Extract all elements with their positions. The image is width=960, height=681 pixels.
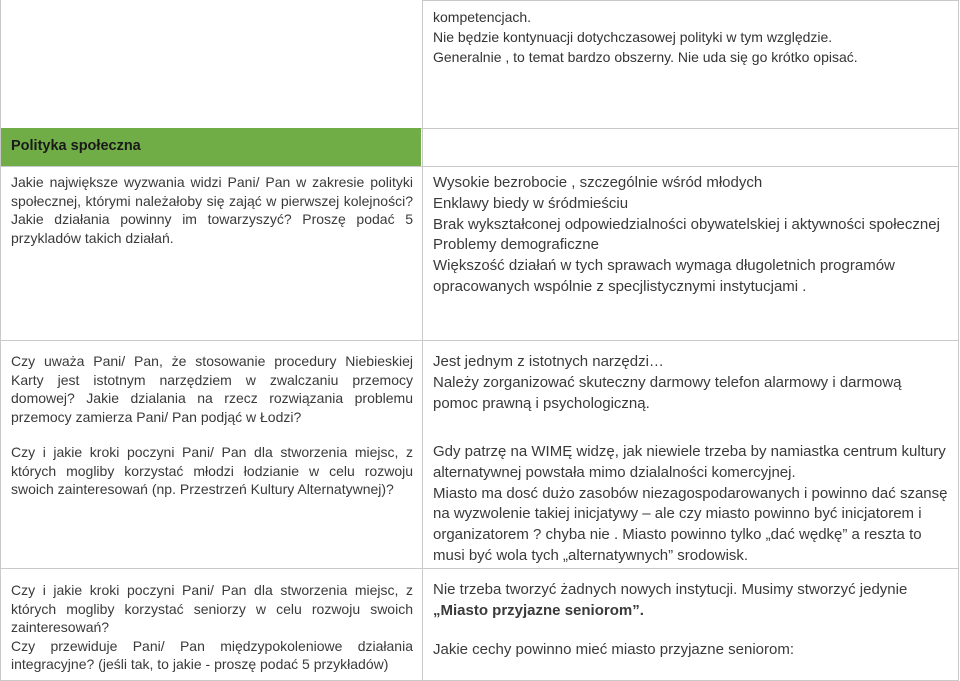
section-header-label: Polityka społeczna bbox=[11, 138, 141, 154]
question-cell bbox=[11, 352, 413, 426]
question-text: Czy i jakie kroki poczyni Pani/ Pan dla stworzenia miejsc, z których mogliby korzystać seniorzy w celu rozwoju swoich zainteresowań? bbox=[11, 582, 413, 635]
continuation-line: Nie będzie kontynuacji dotychczasowej polityki w tym względzie. bbox=[433, 29, 833, 45]
answer-cell bbox=[433, 352, 948, 414]
question-cell bbox=[11, 443, 413, 499]
answer-line: Jakie cechy powinno mieć miasto przyjazne seniorom: bbox=[433, 640, 794, 658]
answer-line: Problemy demograficzne bbox=[433, 236, 599, 254]
continuation-line: Generalnie , to temat bardzo obszerny. Nie uda się go krótko opisać. bbox=[433, 49, 858, 65]
answer-line: Należy zorganizować skuteczny darmowy telefon alarmowy i darmową pomoc prawną i psychologiczną. bbox=[433, 373, 902, 412]
answer-cell bbox=[433, 580, 948, 660]
answer-line: Większość działań w tych sprawach wymaga długoletnich programów opracowanych wspólnie z specjlistycznymi instytucjami . bbox=[433, 257, 895, 295]
question-cell bbox=[11, 173, 413, 247]
question-text: Czy i jakie kroki poczyni Pani/ Pan dla stworzenia miejsc, z których mogliby korzystać młodzi łodzianie w celu rozwoju swoich zainteresowań (np. Przestrzeń Kultury Alternatywnej)? bbox=[11, 444, 413, 497]
answer-line: Miasto ma dosć dużo zasobów niezagospodarowanych i powinno dać szansę na wyzwolenie takiej inicjatywy – ale czy miasto powinno być inicjatorem i organizatorem ? chyba nie . Miasto powinno tylko „dać wędkę” a reszta to musi być wola tych „alternatywnych” srodowisk. bbox=[433, 484, 948, 564]
question-cell bbox=[11, 581, 413, 674]
answer-line: Enklawy biedy w śródmieściu bbox=[433, 194, 629, 212]
table-border-top bbox=[422, 0, 959, 1]
answer-cell bbox=[433, 442, 948, 567]
answer-line: Gdy patrzę na WIMĘ widzę, jak niewiele trzeba by namiastka centrum kultury alternatywnej powstała mimo dzialalności komercyjnej. bbox=[433, 443, 946, 481]
question-text: Czy uważa Pani/ Pan, że stosowanie procedury Niebieskiej Karty jest istotnym narzędziem w zwalczaniu przemocy domowej? Jakie dzialania na rzecz rozwiązania problemu przemocy zamierza Pani/ Pan podjąć w Łodzi? bbox=[11, 353, 413, 425]
row-divider bbox=[0, 568, 959, 569]
question-text: Czy przewiduje Pani/ Pan międzypokoleniowe działania integracyjne? (jeśli tak, to jakie - proszę podać 5 przykładów) bbox=[11, 637, 413, 672]
question-text: Jakie największe wyzwania widzi Pani/ Pan w zakresie polityki społecznej, którymi należałoby się zająć w pierwszej kolejności? Jakie działania powinny im towarzyszyć? Proszę podać 5 przykladów takich działań. bbox=[11, 174, 413, 246]
continuation-cell bbox=[433, 7, 948, 67]
answer-line: Nie trzeba tworzyć żadnych nowych instytucji. Musimy stworzyć jedynie bbox=[433, 581, 908, 598]
section-header bbox=[1, 128, 421, 166]
answer-line: Wysokie bezrobocie , szczególnie wśród młodych bbox=[433, 174, 763, 191]
continuation-line: kompetencjach. bbox=[433, 9, 532, 25]
answer-cell bbox=[433, 173, 948, 298]
answer-line: Brak wykształconej odpowiedzialności obywatelskiej i aktywności społecznej bbox=[433, 215, 940, 233]
answer-line: Jest jednym z istotnych narzędzi… bbox=[433, 353, 664, 370]
row-divider bbox=[0, 166, 959, 167]
answer-emphasis: „Miasto przyjazne seniorom”. bbox=[433, 601, 644, 619]
row-divider bbox=[0, 340, 959, 341]
